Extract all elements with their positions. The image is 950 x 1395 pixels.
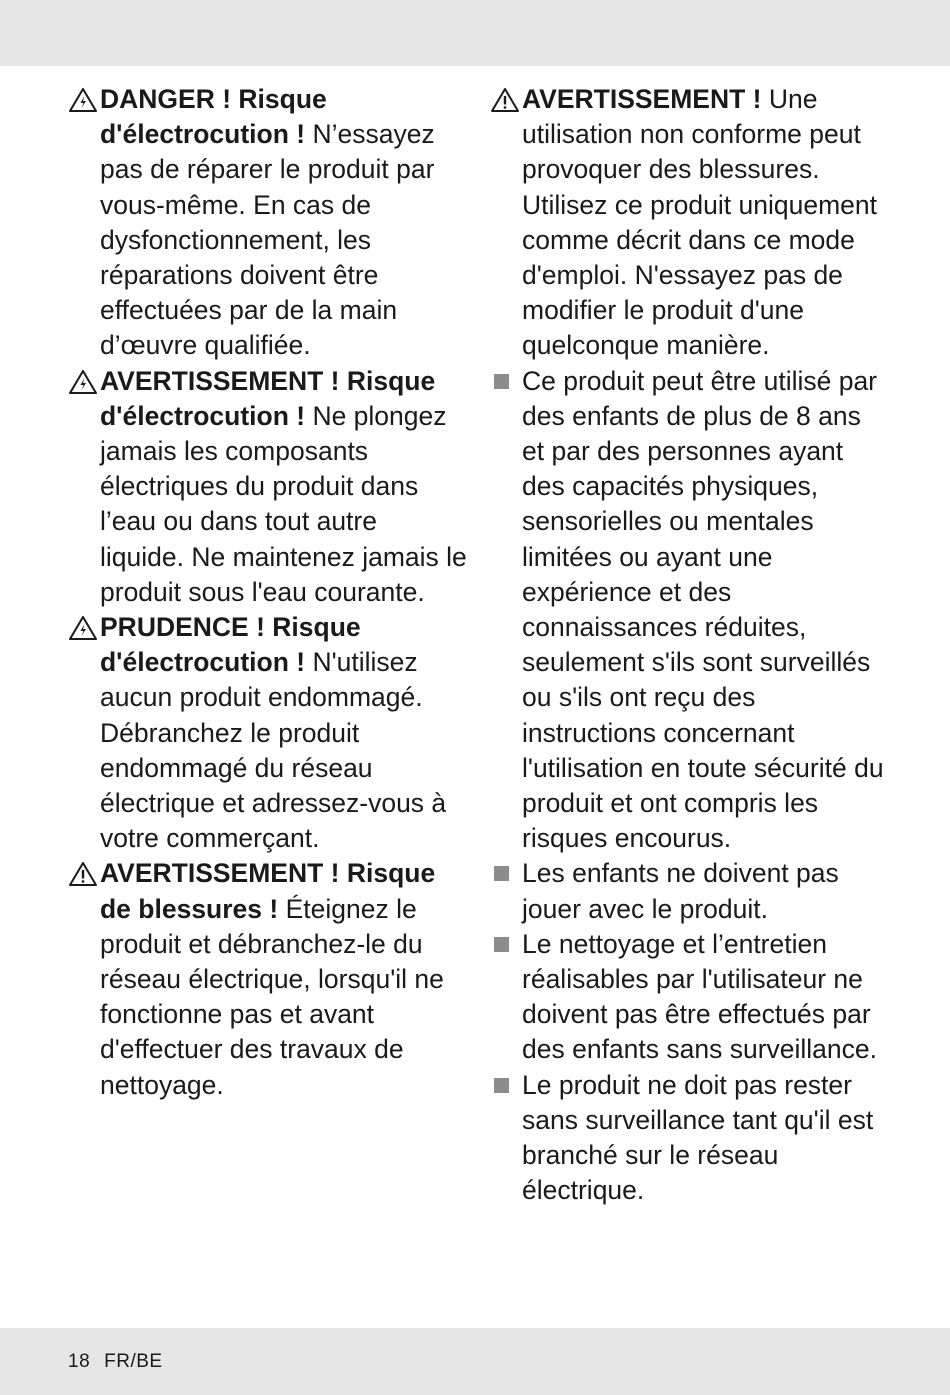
- bullet-square-icon: [494, 866, 509, 881]
- warning-triangle-icon: [490, 87, 520, 113]
- warning-heading: AVERTISSEMENT ! Risque d'électrocution !: [100, 365, 436, 431]
- left-column: [68, 82, 468, 1103]
- warning-heading: AVERTISSEMENT ! Risque de blessures !: [100, 858, 436, 924]
- page-footer-label: [68, 1351, 177, 1373]
- locale-code: FR/BE: [104, 1351, 163, 1372]
- warning-triangle-icon: [68, 861, 98, 887]
- warning-avertissement-blessures: [68, 856, 468, 1102]
- warning-danger-electrocution: [68, 82, 468, 364]
- warning-text: Ne plongez jamais les composants électriques du produit dans l’eau ou dans tout autre liquide. Ne maintenez jamais le produit sous l'eau courante.: [100, 400, 467, 607]
- bullet-text: Le nettoyage et l’entretien réalisables par l'utilisateur ne doivent pas être effectués par des enfants sans surveillance.: [522, 928, 878, 1065]
- warning-heading: DANGER ! Risque d'électrocution !: [100, 84, 327, 150]
- list-item: [490, 364, 890, 857]
- bullet-square-icon: [494, 374, 509, 389]
- warning-triangle-electric-icon: [68, 369, 98, 395]
- warning-text: N'utilisez aucun produit endommagé. Débranchez le produit endommagé du réseau électrique et adressez-vous à votre commerçant.: [100, 647, 447, 854]
- warning-avertissement-utilisation: [490, 82, 890, 364]
- bullet-text: Les enfants ne doivent pas jouer avec le produit.: [522, 858, 839, 924]
- bullet-text: Ce produit peut être utilisé par des enfants de plus de 8 ans et par des personnes ayant des capacités physiques, sensorielles ou mentales limitées ou ayant une expérience et des connaissances réduites, seulement s'ils sont surveillés ou s'ils ont reçu des instructions concernant l'utilisation en toute sécurité du produit et ont compris les risques encourus.: [522, 365, 884, 854]
- page-number: 18: [68, 1351, 91, 1372]
- bullet-square-icon: [494, 937, 509, 952]
- list-item: [490, 927, 890, 1068]
- warning-heading: PRUDENCE ! Risque d'électrocution !: [100, 612, 361, 678]
- warning-text: Une utilisation non conforme peut provoquer des blessures. Utilisez ce produit uniquement comme décrit dans ce mode d'emploi. N'essayez pas de modifier le produit d'une quelconque manière.: [522, 84, 877, 361]
- warning-avertissement-electrocution: [68, 364, 468, 610]
- right-column: [490, 82, 890, 1209]
- warning-triangle-electric-icon: [68, 87, 98, 113]
- warning-text: N’essayez pas de réparer le produit par vous-même. En cas de dysfonctionnement, les réparations doivent être effectuées par de la main d’œuvre qualifiée.: [100, 119, 435, 361]
- list-item: [490, 1068, 890, 1209]
- warning-triangle-electric-icon: [68, 615, 98, 641]
- warning-heading: AVERTISSEMENT !: [522, 84, 762, 114]
- warning-prudence-electrocution: [68, 610, 468, 856]
- warning-text: Éteignez le produit et débranchez-le du réseau électrique, lorsqu'il ne fonctionne pas et avant d'effectuer des travaux de nettoyage.: [100, 893, 444, 1100]
- list-item: [490, 856, 890, 926]
- header-band: [0, 0, 950, 66]
- bullet-square-icon: [494, 1078, 509, 1093]
- bullet-text: Le produit ne doit pas rester sans surveillance tant qu'il est branché sur le réseau électrique.: [522, 1069, 874, 1206]
